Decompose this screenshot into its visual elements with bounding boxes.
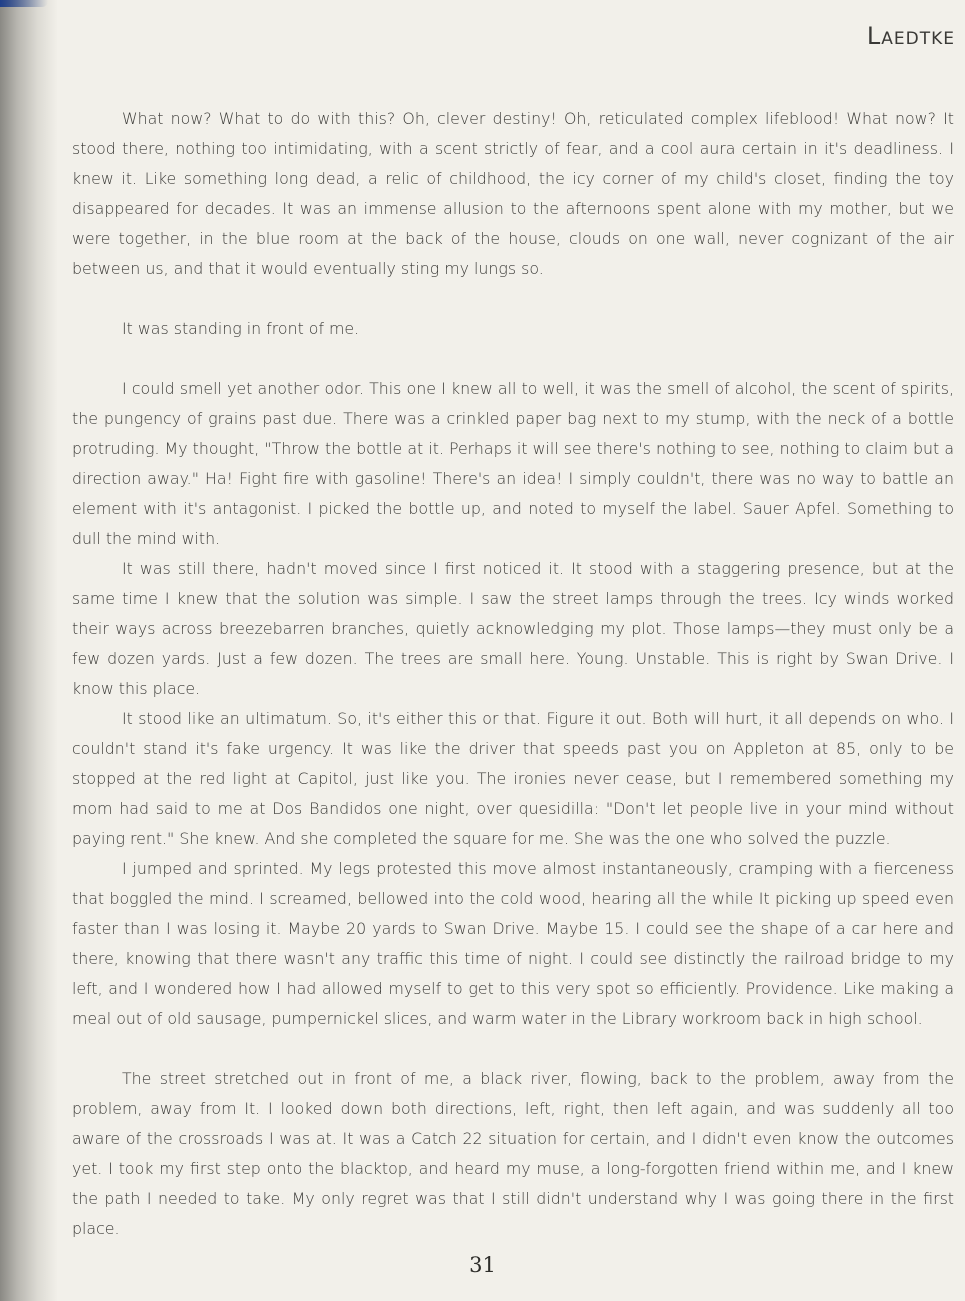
corner-mark <box>0 0 48 7</box>
paragraph: I could smell yet another odor. This one I knew all to well, it was the smell of alcohol, the scent of spirits, the pungency of grains past due. There was a crinkled paper bag next to my stump, with the neck of a bottle protruding. My thought, "Throw the bottle at it. Perhaps it will see there's nothing to see, nothing to claim but a direction away." Ha! Fight fire with gasoline! There's an idea! I simply couldn't, there was no way to battle an element with it's antagonist. I picked the bottle up, and noted to myself the label. Sauer Apfel. Something to dull the mind with. <box>72 379 954 548</box>
paragraph: It stood like an ultimatum. So, it's either this or that. Figure it out. Both will hurt, it all depends on who. I couldn't stand it's fake urgency. It was like the driver that speeds past you on Appleton at 85, only to be stopped at the red light at Capitol, just like you. The ironies never cease, but I remembered something my mom had said to me at Dos Bandidos one night, over quesidilla: "Don't let people live in your mind without paying rent." She knew. And she completed the square for me. She was the one who solved the puzzle. <box>72 709 954 848</box>
paragraph: The street stretched out in front of me, a black river, flowing, back to the problem, away from the problem, away from It. I looked down both directions, left, right, then left again, and was suddenly all too aware of the crossroads I was at. It was a Catch 22 situation for certain, and I didn't even know the outcomes yet. I took my first step onto the blacktop, and heard my muse, a long-forgotten friend within me, and I knew the path I needed to take. My only regret was that I still didn't understand why I was going there in the first place. <box>72 1069 954 1238</box>
body-text <box>72 104 954 1244</box>
page-number: 31 <box>469 1253 496 1277</box>
running-head: Laedtke <box>866 22 955 50</box>
paragraph: It was still there, hadn't moved since I first noticed it. It stood with a staggering presence, but at the same time I knew that the solution was simple. I saw the street lamps through the trees. Icy winds worked their ways across breezebarren branches, quietly acknowledging my plot. Those lamps—they must only be a few dozen yards. Just a few dozen. The trees are small here. Young. Unstable. This is right by Swan Drive. I know this place. <box>72 559 954 698</box>
paragraph: I jumped and sprinted. My legs protested this move almost instantaneously, cramping with a fierceness that boggled the mind. I screamed, bellowed into the cold wood, hearing all the while It picking up speed even faster than I was losing it. Maybe 20 yards to Swan Drive. Maybe 15. I could see the shape of a car here and there, knowing that there wasn't any traffic this time of night. I could see distinctly the railroad bridge to my left, and I wondered how I had allowed myself to get to this very spot so efficiently. Providence. Like making a meal out of old sausage, pumpernickel slices, and warm water in the Library workroom back in high school. <box>72 859 954 1028</box>
paragraph: What now? What to do with this? Oh, clever destiny! Oh, reticulated complex lifeblood! What now? It stood there, nothing too intimidating, with a scent strictly of fear, and a cool aura certain in it's deadliness. I knew it. Like something long dead, a relic of childhood, the icy corner of my child's closet, finding the toy disappeared for decades. It was an immense allusion to the afternoons spent alone with my mother, but we were together, in the blue room at the back of the house, clouds on one wall, never cognizant of the air between us, and that it would eventually sting my lungs so. <box>72 109 954 278</box>
binding-shadow <box>0 0 58 1301</box>
paragraph: It was standing in front of me. <box>122 319 360 338</box>
